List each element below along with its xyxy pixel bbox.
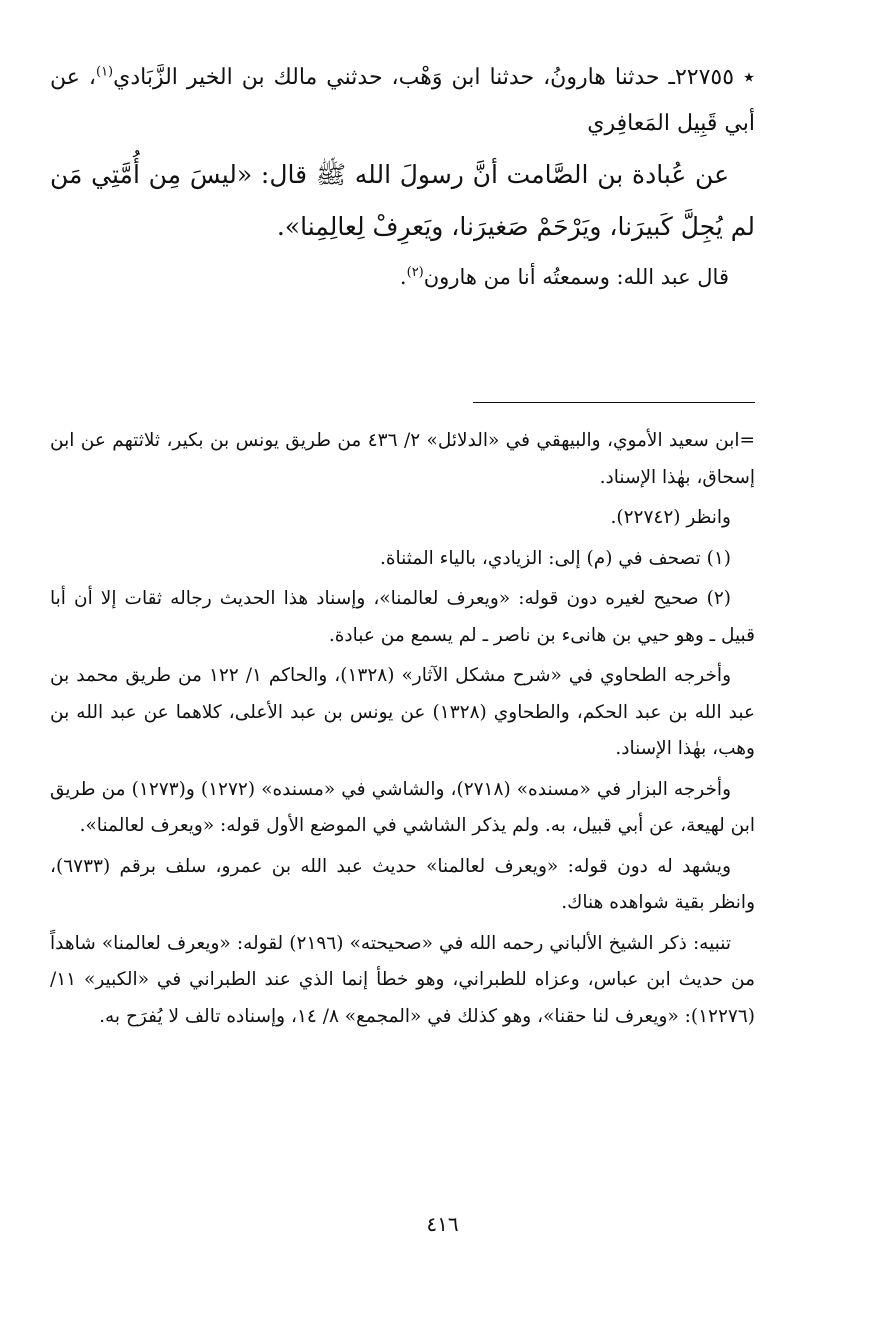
footnote-divider [473, 402, 755, 403]
hadith-isnad-text: ٭ ٢٢٧٥٥ـ حدثنا هارونُ، حدثنا ابن وَهْب، حدثني مالك بن الخير الزَّبَادي [113, 65, 756, 90]
footnote-takhrij-2: وأخرجه البزار في «مسنده» (٢٧١٨)، والشاشي في «مسنده» (١٢٧٢) و(١٢٧٣) من طريق ابن لهيعة، عن أبي قبيل، به. ولم يذكر الشاشي في الموضع الأول قوله: «ويعرف لعالمنا». [50, 778, 755, 836]
footnote-caution: تنبيه: ذكر الشيخ الألباني رحمه الله في «صحيحته» (٢١٩٦) لقوله: «ويعرف لعالمنا» شاهداً من حديث ابن عباس، وعزاه للطبراني، وهو خطأ إنما الذي عند الطبراني في «الكبير» ١١/ (١٢٢٧٦): «ويعرف لنا حقنا»، وهو كذلك في «المجمع» ٨/ ١٤، وإسناده تالف لا يُفرَح به. [50, 932, 755, 1027]
abdallah-note-end: . [399, 265, 407, 289]
hadith-block [50, 55, 755, 299]
page-number: ٤١٦ [426, 1212, 459, 1236]
abdallah-note-text: قال عبد الله: وسمعتُه أنا من هارون [423, 265, 729, 289]
footnote-takhrij-1: وأخرجه الطحاوي في «شرح مشكل الآثار» (١٣٢٨)، والحاكم ١/ ١٢٢ من طريق محمد بن عبد الله بن عبد الحكم، والطحاوي (١٣٢٨) عن يونس بن عبد الأعلى، كلاهما عن عبد الله بن وهب، بهٰذا الإسناد. [50, 665, 755, 759]
footnote-marker-1: (١) [95, 64, 114, 80]
footnote-marker-2: (٢) [406, 265, 424, 280]
hadith-isnad-tail: ، عن أبي قَبِيل المَعافِري [50, 65, 755, 136]
footnote-2: (٢) صحيح لغيره دون قوله: «ويعرف لعالمنا»، وإسناد هذا الحديث رجاله ثقات إلا أن أبا قبيل ـ وهو حيي بن هانىء بن ناصر ـ لم يسمع من عبادة. [50, 588, 755, 646]
abdallah-note [50, 255, 755, 299]
hadith-matn: عن عُبادة بن الصَّامت أنَّ رسولَ الله ﷺ قال: «ليسَ مِن أُمَّتِي مَن لم يُجِلَّ كَبيرَنا، ويَرْحَمْ صَغيرَنا، ويَعرِفْ لِعالِمِنا». [50, 160, 755, 241]
footnote-see-also: وانظر (٢٢٧٤٢). [610, 507, 731, 528]
footnote-1: (١) تصحف في (م) إلى: الزيادي، بالياء المثناة. [379, 547, 731, 569]
footnote-continuation: =ابن سعيد الأموي، والبيهقي في «الدلائل» ٢/ ٤٣٦ من طريق يونس بن بكير، ثلاثتهم عن ابن إسحاق، بهٰذا الإسناد. [50, 430, 755, 488]
footnotes-block [50, 423, 755, 1039]
hadith-isnad [50, 55, 755, 147]
footnote-witness: ويشهد له دون قوله: «ويعرف لعالمنا» حديث عبد الله بن عمرو، سلف برقم (٦٧٣٣)، وانظر بقية شواهده هناك. [50, 855, 755, 913]
